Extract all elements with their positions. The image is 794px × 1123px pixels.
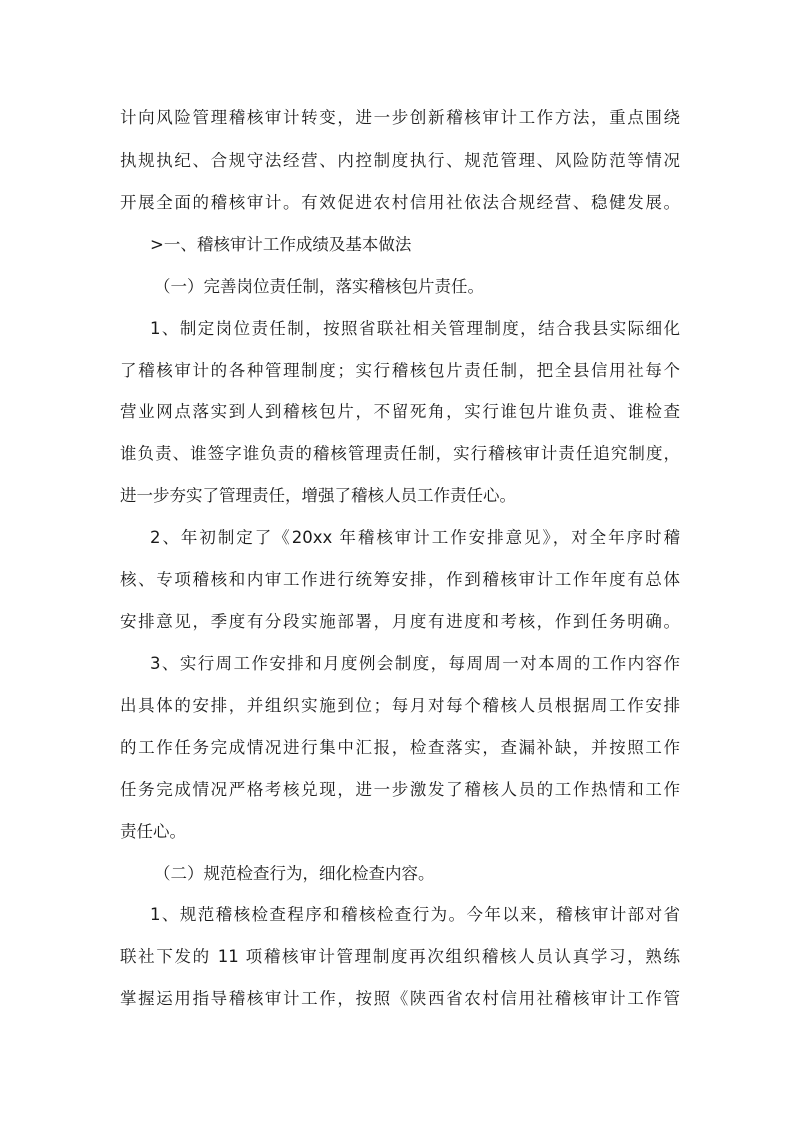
body-text-line: 执规执纪、合规守法经营、内控制度执行、规范管理、风险防范等情况 [120,151,680,170]
paragraph-first-line: 1、规范稽核检查程序和稽核检查行为。今年以来，稽核审计部对省 [150,905,680,924]
body-text-line: 谁负责、谁签字谁负责的稽核管理责任制，实行稽核审计责任追究制度， [120,444,680,463]
body-text-line: 的工作任务完成情况进行集中汇报，检查落实，查漏补缺，并按照工作 [120,738,680,757]
body-text-line: 进一步夯实了管理责任，增强了稽核人员工作责任心。 [120,486,516,505]
body-text-line: 掌握运用指导稽核审计工作，按照《陕西省农村信用社稽核审计工作管 [120,989,680,1008]
paragraph-first-line: 3、实行周工作安排和月度例会制度，每周周一对本周的工作内容作 [150,654,680,673]
subsection-heading: （一）完善岗位责任制，落实稽核包片责任。 [154,277,484,296]
paragraph-first-line: 1、制定岗位责任制，按照省联社相关管理制度，结合我县实际细化 [150,319,680,338]
body-text-line: 安排意见，季度有分段实施部署，月度有进度和考核，作到任务明确。 [120,612,680,631]
body-text-line: 开展全面的稽核审计。有效促进农村信用社依法合规经营、稳健发展。 [120,193,680,212]
body-text-line: 出具体的安排，并组织实施到位；每月对每个稽核人员根据周工作安排 [120,696,680,715]
section-heading: >一、稽核审计工作成绩及基本做法 [150,235,412,254]
body-text-line: 任务完成情况严格考核兑现，进一步激发了稽核人员的工作热情和工作 [120,780,680,799]
body-text-line: 责任心。 [120,822,186,841]
body-text-line: 了稽核审计的各种管理制度；实行稽核包片责任制，把全县信用社每个 [120,361,680,380]
body-text-line: 计向风险管理稽核审计转变，进一步创新稽核审计工作方法，重点围绕 [120,108,680,127]
body-text-line: 营业网点落实到人到稽核包片，不留死角，实行谁包片谁负责、谁检查 [120,402,680,421]
body-text-line: 核、专项稽核和内审工作进行统筹安排，作到稽核审计工作年度有总体 [120,570,680,589]
body-text-line: 联社下发的 11 项稽核审计管理制度再次组织稽核人员认真学习，熟练 [120,947,680,966]
paragraph-first-line: 2、年初制定了《20xx 年稽核审计工作安排意见》，对全年序时稽 [150,528,680,547]
subsection-heading: （二）规范检查行为，细化检查内容。 [154,864,435,883]
